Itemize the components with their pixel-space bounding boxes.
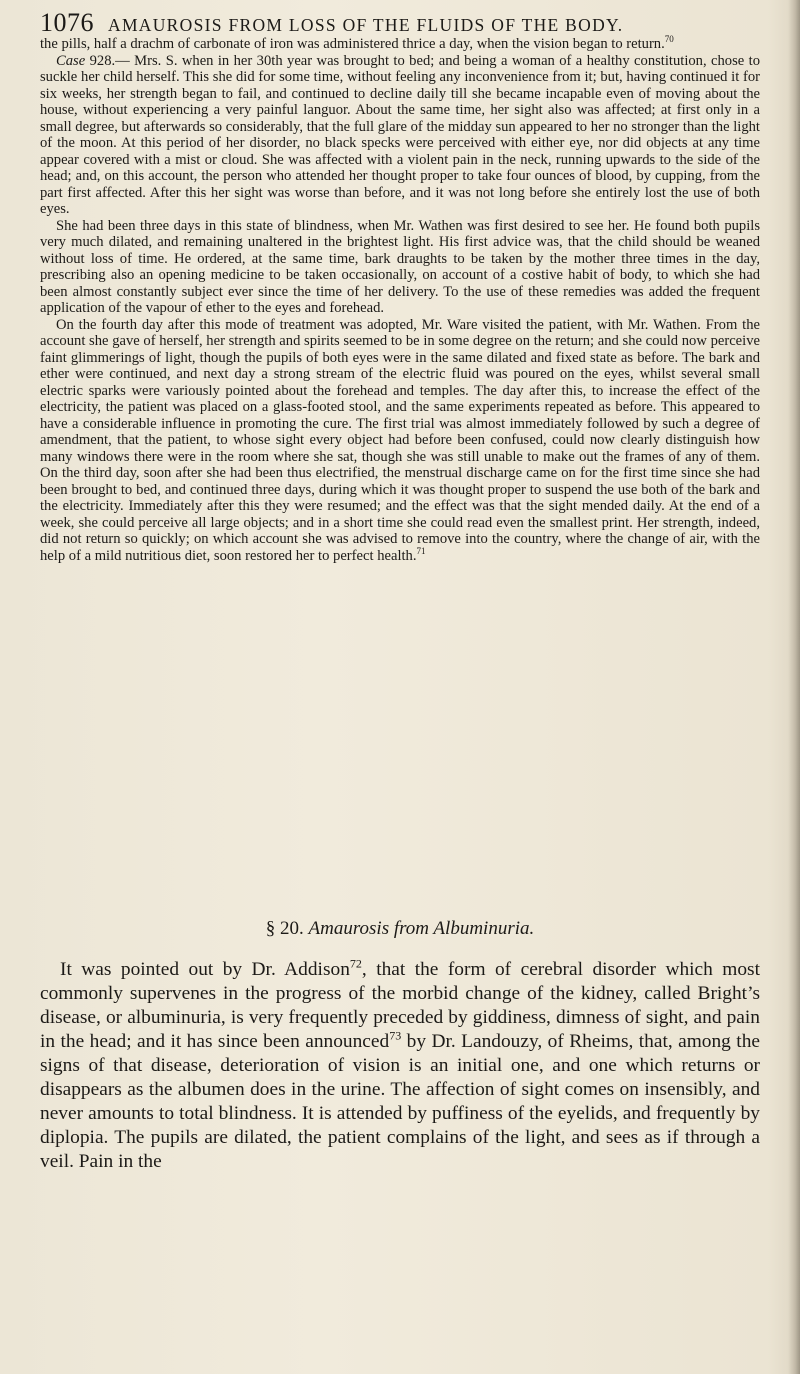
albuminuria-text-1: It was pointed out by Dr. Addison	[60, 959, 350, 980]
section-number: § 20.	[265, 918, 304, 939]
case-paragraph-3-text: On the fourth day after this mode of treatment was adopted, Mr. Ware visited the patient, with Mr. Wathen. From the account she gave of herself, her strength and spirits seemed to be in some degree on the return; and she could now perceive faint glimmerings of light, though the pupils of both eyes were in the same dilated and fixed state as before. The bark and ether were continued, and next day a strong stream of the electric fluid was poured on the eyes, whilst several small electric sparks were variously pointed about the forehead and temples. The day after this, to increase the effect of the electricity, the patient was placed on a glass-footed stool, and the same experiments repeated as before. This appeared to have a considerable influence in promoting the cure. The first trial was almost immediately followed by such a degree of amendment, that the patient, to whose sight every object had before been confused, could now clearly distinguish how many windows there were in the room where she sat, though she was still unable to make out the frames of any of them. On the third day, soon after she had been thus electrified, the menstrual discharge came on for the first time since she had been brought to bed, and continued three days, during which it was thought proper to suspend the use both of the bark and the electricity. Immediately after this they were resumed; and the effect was that the sight mended daily. At the end of a week, she could perceive all large objects; and in a short time she could read even the smallest print. Her strength, indeed, did not return so quickly; on which account she was advised to remove into the country, where the change of air, with the help of a mild nutritious diet, soon restored her to perfect health.	[40, 316, 760, 564]
case-paragraph-1	[40, 53, 760, 218]
case-paragraph-2	[40, 218, 760, 317]
albuminuria-text-2: , that the form of cerebral disorder which most commonly supervenes in the progress of the morbid change of the kidney, called Bright’s disease, or albuminuria, is very frequently preceded by giddiness, dimness of sight, and pain in the head; and it has since been announced	[40, 959, 760, 1052]
footnote-ref-72: 72	[349, 956, 362, 971]
case-text-block	[40, 36, 760, 564]
page-number: 1076	[40, 8, 94, 37]
footnote-ref-73: 73	[389, 1028, 402, 1043]
footnote-ref-70: 70	[664, 34, 674, 45]
opening-text: the pills, half a drachm of carbonate of iron was administered thrice a day, when the vision began to return.	[40, 36, 665, 52]
section-heading	[0, 918, 800, 940]
running-head: AMAUROSIS FROM LOSS OF THE FLUIDS OF THE BODY.	[108, 15, 624, 35]
case-paragraph-2-text: She had been three days in this state of blindness, when Mr. Wathen was first desired to see her. He found both pupils very much dilated, and remaining unaltered in the brightest light. His first advice was, that the child should be weaned without loss of time. He ordered, at the same time, bark draughts to be taken by the mother three times in the day, prescribing also an opening medicine to be taken occasionally, on account of a costive habit of body, to which she had been almost constantly subject ever since the time of her delivery. To the use of these remedies was added the frequent application of the vapour of ether to the eyes and forehead.	[40, 217, 760, 316]
section-title: Amaurosis from Albuminuria.	[308, 918, 535, 939]
albuminuria-text-3: by Dr. Landouzy, of Rheims, that, among the signs of that disease, deterioration of vision is an initial one, and one which returns or disappears as the albumen does in the urine. The affection of sight comes on insensibly, and never amounts to total blindness. It is attended by puffiness of the eyelids, and frequently by diplopia. The pupils are dilated, the patient complains of the light, and sees as if through a veil. Pain in the	[40, 1031, 760, 1172]
opening-paragraph	[40, 36, 760, 53]
case-number: 928.	[89, 52, 116, 69]
case-paragraph-1-text: — Mrs. S. when in her 30th year was brought to bed; and being a woman of a healthy constitution, chose to suckle her child herself. This she did for some time, without feeling any inconvenience from it; but, having continued it for six weeks, her strength began to fail, and continued to decline daily till she became incapable even of moving about the house, without experiencing a very painful languor. About the same time, her sight also was affected; at first only in a small degree, but afterwards so considerably, that the full glare of the midday sun appeared to her no stronger than the light of the moon. At this period of her disorder, no black specks were perceived with either eye, nor did objects at any time appear covered with a mist or cloud. She was affected with a violent pain in the neck, running upwards to the side of the head; and, on this account, the person who attended her thought proper to take four ounces of blood, by cupping, from the part first affected. After this her sight was worse than before, and it was not long before she entirely lost the use of both eyes.	[40, 52, 760, 217]
case-paragraph-3	[40, 317, 760, 565]
case-label: Case	[56, 52, 86, 69]
page-edge-shadow	[788, 0, 800, 1374]
albuminuria-paragraph	[40, 958, 760, 1174]
footnote-ref-71: 71	[416, 545, 426, 556]
albuminuria-text-block	[40, 958, 760, 1174]
